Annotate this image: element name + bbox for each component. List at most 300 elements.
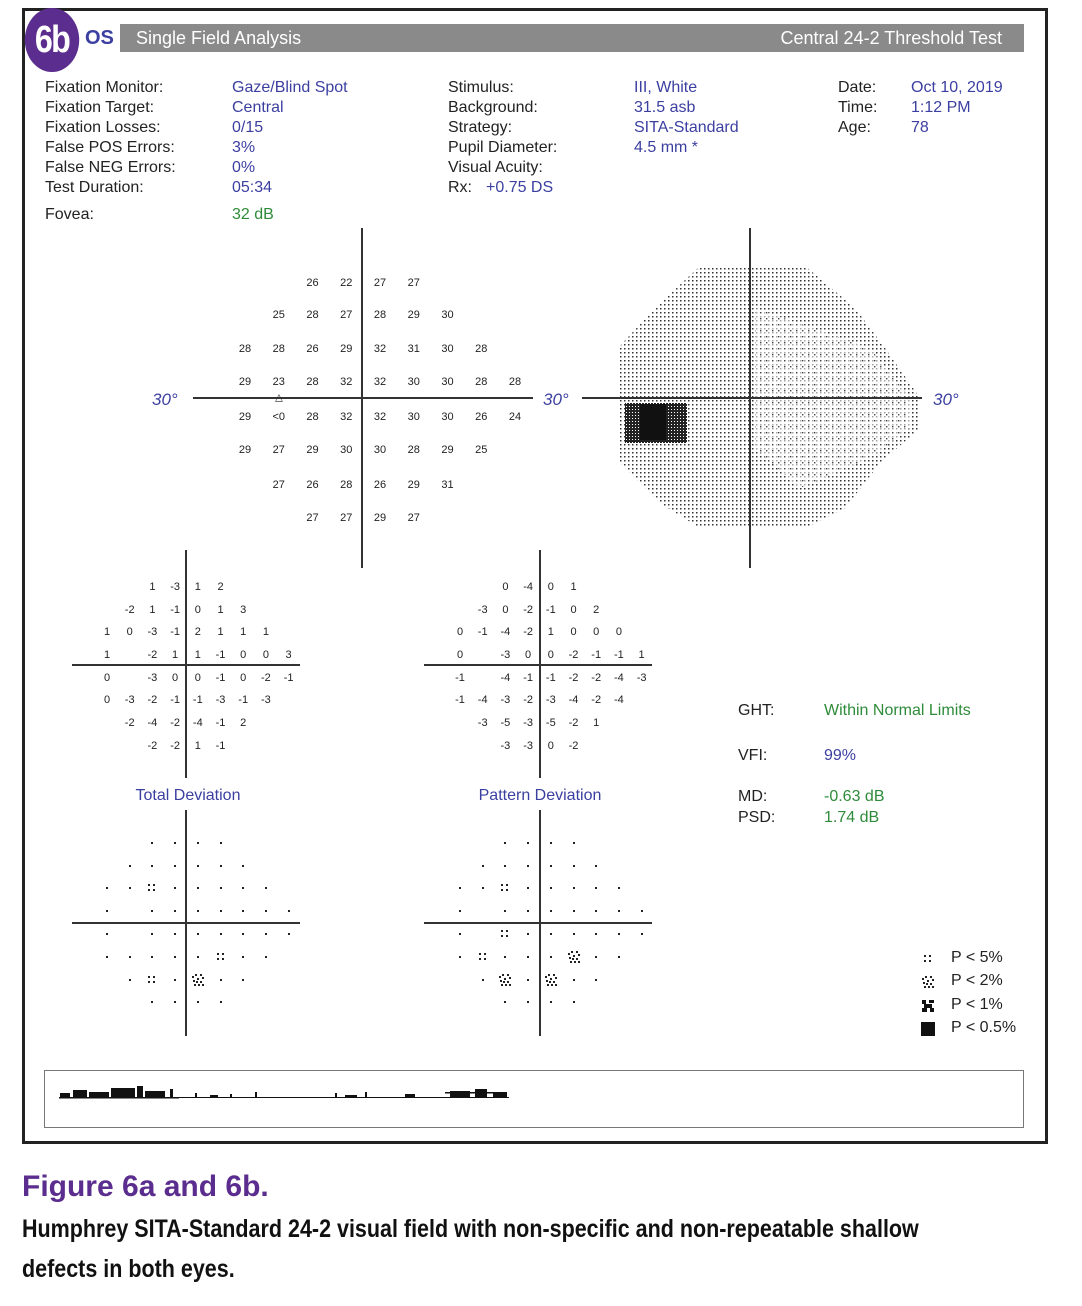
figure-title: Figure 6a and 6b. [22,1170,269,1203]
normal-dot-icon [219,864,223,868]
pd-value: -2 [591,694,602,706]
threshold-value: 28 [306,309,319,321]
normal-dot-icon [287,909,291,913]
threshold-value: 28 [407,444,420,456]
td-value: 3 [240,604,247,616]
td-value: 0 [240,649,247,661]
normal-dot-icon [594,978,598,982]
pd-value: 0 [547,649,554,661]
threshold-value: 29 [340,343,353,355]
pd-value: 0 [502,604,509,616]
normal-dot-icon [150,909,154,913]
pd-value: 1 [638,649,645,661]
normal-dot-icon [503,955,507,959]
td-value: -3 [215,694,226,706]
td-value: 2 [217,581,224,593]
normal-dot-icon [196,955,200,959]
axis-label-mid: 30° [543,390,569,409]
normal-dot-icon [458,932,462,936]
normal-dot-icon [196,1000,200,1004]
td-value: 1 [217,626,224,638]
pd-value: 0 [615,626,622,638]
normal-dot-icon [640,932,644,936]
td-value: 1 [172,649,179,661]
legend-label: P < 2% [951,972,1003,990]
info-label: Visual Acuity: [448,159,543,176]
threshold-value: 30 [340,444,353,456]
normal-dot-icon [196,841,200,845]
td-value: 1 [194,581,201,593]
pd-value: -5 [545,717,556,729]
td-value: 0 [194,672,201,684]
threshold-value: 31 [407,343,420,355]
pd-value: 0 [456,649,464,661]
normal-dot-icon [105,886,109,890]
normal-dot-icon [549,932,553,936]
normal-dot-icon [241,886,245,890]
info-value: 0/15 [232,119,264,136]
td-value: 2 [240,717,247,729]
eye-label: OS [85,27,114,49]
pd-value: -3 [477,604,488,616]
threshold-value: 26 [306,479,319,491]
td-horizontal-axis [72,664,300,666]
info-label: Date: [838,79,877,96]
pd-value: 1 [570,581,577,593]
td-value: -2 [147,694,158,706]
pd-value: -3 [477,717,488,729]
pd-value: -2 [568,672,579,684]
threshold-value: 28 [508,376,522,388]
normal-dot-icon [128,978,132,982]
normal-dot-icon [241,909,245,913]
info-value: 4.5 mm * [634,139,699,156]
info-label: Age: [838,119,871,136]
normal-dot-icon [173,1000,177,1004]
normal-dot-icon [458,955,462,959]
p2-symbol-icon [544,973,558,987]
normal-dot-icon [105,955,109,959]
normal-dot-icon [196,932,200,936]
info-label: Strategy: [448,119,513,136]
normal-dot-icon [219,1000,223,1004]
normal-dot-icon [640,909,644,913]
threshold-value: 27 [306,512,319,524]
vfi-label: VFI: [738,747,768,764]
threshold-value: 22 [340,277,353,289]
threshold-value: 26 [306,277,319,289]
psd-value: 1.74 dB [824,809,880,826]
info-value: 0% [232,159,256,176]
normal-dot-icon [458,909,462,913]
td-value: -1 [215,672,226,684]
normal-dot-icon [617,886,621,890]
td-value: -1 [170,626,180,638]
pd-value: -1 [455,694,465,706]
threshold-value: 29 [373,512,387,524]
ght-label: GHT: [738,702,775,719]
info-label: Stimulus: [448,79,514,96]
threshold-value: 29 [238,376,252,388]
td-value: -3 [124,694,135,706]
threshold-value: 32 [373,376,387,388]
td-value: 1 [194,740,201,752]
td-value: 1 [262,626,269,638]
normal-dot-icon [572,864,576,868]
td-value: -1 [170,694,180,706]
normal-dot-icon [481,864,485,868]
normal-dot-icon [526,841,530,845]
normal-dot-icon [150,1000,154,1004]
td-value: 1 [217,604,224,616]
p5-symbol-icon [216,952,226,962]
rx-value: +0.75 DS [486,179,554,196]
normal-dot-icon [572,909,576,913]
td-value: -2 [124,717,135,729]
figure-caption-line-2: defects in both eyes. [22,1255,235,1283]
vfi-value: 99% [824,747,857,764]
pd-value: -4 [568,694,579,706]
pd-value: 0 [547,740,554,752]
pd-value: 0 [456,626,464,638]
threshold-value: 32 [373,343,387,355]
normal-dot-icon [173,932,177,936]
normal-dot-icon [617,955,621,959]
td-value: 0 [126,626,133,638]
td-value: 0 [103,672,111,684]
pd-value: -3 [523,740,533,752]
pd-value: -3 [636,672,647,684]
grayscale-plot [580,228,925,570]
info-value: 31.5 asb [634,99,696,116]
threshold-value: 31 [441,479,454,491]
threshold-value: 27 [407,512,420,524]
normal-dot-icon [241,864,245,868]
pd-value: -1 [545,604,556,616]
normal-dot-icon [526,955,530,959]
info-label: Fixation Losses: [45,119,161,136]
td-value: -1 [215,740,226,752]
normal-dot-icon [526,978,530,982]
threshold-value: 29 [238,411,252,423]
pd-value: 1 [593,717,600,729]
normal-dot-icon [150,841,154,845]
normal-dot-icon [219,841,223,845]
threshold-value: 30 [441,411,454,423]
p2-symbol-icon [191,973,205,987]
td-value: -3 [170,581,180,593]
pd-value: 0 [570,604,577,616]
td-value: 1 [103,649,111,661]
normal-dot-icon [481,886,485,890]
normal-dot-icon [549,864,553,868]
td-value: -2 [147,649,158,661]
threshold-value: 28 [306,376,319,388]
td-value: -2 [261,672,271,684]
psd-label: PSD: [738,809,776,826]
p2-symbol-icon [567,950,581,964]
normal-dot-icon [173,978,177,982]
td-value: -2 [147,740,158,752]
total-deviation-title: Total Deviation [135,787,241,804]
p5-symbol-icon [478,952,488,962]
pd-value: 0 [547,581,554,593]
threshold-value: 28 [340,479,353,491]
td-value: 1 [149,604,156,616]
info-value: 05:34 [232,179,273,196]
md-label: MD: [738,788,768,805]
info-value: 1:12 PM [911,99,971,116]
pd-value: 0 [502,581,509,593]
header-bar [120,24,1024,52]
info-value: Central [232,99,284,116]
threshold-value: 25 [272,309,285,321]
info-label: Background: [448,99,538,116]
threshold-value: 29 [407,479,420,491]
p1-symbol-icon [921,999,935,1013]
pd-value: -2 [523,604,533,616]
normal-dot-icon [594,864,598,868]
normal-dot-icon [219,886,223,890]
threshold-value: 30 [441,343,454,355]
reliability-histogram [44,1070,1024,1128]
pd-value: -4 [614,672,624,684]
info-label: Time: [838,99,878,116]
blind-spot-marker-icon: △ [275,392,283,404]
info-label: False NEG Errors: [45,159,176,176]
normal-dot-icon [128,864,132,868]
info-value: III, White [634,79,698,96]
fovea-label: Fovea: [45,206,94,223]
threshold-value: 28 [373,309,387,321]
td-value: 0 [240,672,247,684]
info-value: Oct 10, 2019 [911,79,1003,96]
axis-label-left: 30° [152,390,178,409]
threshold-horizontal-axis [193,397,533,399]
info-label: Fixation Monitor: [45,79,164,96]
threshold-value: 27 [272,479,285,491]
td-value: 1 [194,649,201,661]
md-value: -0.63 dB [824,788,885,805]
axis-label-right: 30° [933,390,959,409]
td-value: -1 [215,717,226,729]
pattern-deviation-title: Pattern Deviation [478,787,602,804]
normal-dot-icon [594,932,598,936]
threshold-value: 27 [340,512,353,524]
threshold-value: 28 [238,343,252,355]
td-value: -1 [215,649,226,661]
td-value: -1 [170,604,180,616]
normal-dot-icon [241,932,245,936]
normal-dot-icon [503,841,507,845]
normal-dot-icon [264,886,268,890]
normal-dot-icon [219,932,223,936]
pdp-horizontal-axis [424,922,652,924]
normal-dot-icon [150,864,154,868]
threshold-value: 29 [306,444,319,456]
normal-dot-icon [241,978,245,982]
td-value: -2 [124,604,135,616]
td-value: -3 [147,672,158,684]
blind-spot [640,404,666,440]
pd-value: -4 [500,672,511,684]
threshold-value: 27 [272,444,285,456]
normal-dot-icon [264,932,268,936]
normal-dot-icon [264,955,268,959]
normal-dot-icon [503,1000,507,1004]
normal-dot-icon [503,909,507,913]
normal-dot-icon [150,955,154,959]
normal-dot-icon [617,909,621,913]
pd-value: -3 [500,740,511,752]
normal-dot-icon [572,841,576,845]
pd-value: -2 [568,740,579,752]
threshold-value: 32 [340,411,353,423]
threshold-value: 28 [272,343,285,355]
pd-value: -4 [477,694,488,706]
normal-dot-icon [526,1000,530,1004]
td-value: 3 [285,649,292,661]
pd-horizontal-axis [424,664,652,666]
normal-dot-icon [241,955,245,959]
info-label: Test Duration: [45,179,144,196]
normal-dot-icon [526,886,530,890]
normal-dot-icon [549,841,553,845]
normal-dot-icon [594,909,598,913]
threshold-value: 30 [407,411,420,423]
normal-dot-icon [572,978,576,982]
td-value: -3 [147,626,158,638]
pd-value: -2 [568,649,579,661]
threshold-value: 32 [373,411,387,423]
normal-dot-icon [173,955,177,959]
pd-value: -4 [614,694,624,706]
pd-value: -2 [523,694,533,706]
threshold-value: 29 [441,444,454,456]
pd-value: -1 [477,626,488,638]
p5-symbol-icon [923,954,933,964]
pd-value: -4 [500,626,511,638]
info-label: Fixation Target: [45,99,155,116]
pd-value: 0 [570,626,577,638]
threshold-value: 30 [407,376,420,388]
td-value: 1 [149,581,156,593]
td-value: 0 [262,649,269,661]
figure-caption-line-1: Humphrey SITA-Standard 24-2 visual field with non-specific and non-repeatable shallow [22,1215,919,1243]
normal-dot-icon [105,932,109,936]
threshold-value: 26 [306,343,319,355]
ght-value: Within Normal Limits [824,702,971,719]
normal-dot-icon [173,886,177,890]
report-title: Single Field Analysis [136,28,302,48]
pd-value: 1 [547,626,554,638]
td-value: -4 [147,717,158,729]
td-value: -3 [261,694,271,706]
pd-value: 0 [525,649,532,661]
threshold-value: 27 [373,277,387,289]
normal-dot-icon [594,886,598,890]
td-value: 1 [240,626,247,638]
pd-value: -1 [545,672,556,684]
threshold-value: 24 [508,411,522,423]
threshold-value: 23 [272,376,285,388]
td-value: -4 [192,717,203,729]
normal-dot-icon [264,909,268,913]
td-value: 2 [194,626,201,638]
td-value: 0 [103,694,111,706]
pd-value: -2 [591,672,602,684]
pd-value: -3 [545,694,556,706]
normal-dot-icon [458,886,462,890]
histogram-bars [45,1071,1023,1127]
threshold-value: 26 [475,411,488,423]
threshold-value: 27 [340,309,353,321]
td-value: -1 [192,694,203,706]
normal-dot-icon [173,909,177,913]
threshold-value: 28 [475,343,488,355]
threshold-value: <0 [272,411,286,423]
normal-dot-icon [287,932,291,936]
threshold-value: 25 [475,444,488,456]
p5-symbol-icon [500,929,510,939]
threshold-value: 30 [441,376,454,388]
normal-dot-icon [549,886,553,890]
threshold-value: 28 [475,376,488,388]
normal-dot-icon [219,978,223,982]
normal-dot-icon [594,955,598,959]
normal-dot-icon [481,978,485,982]
normal-dot-icon [219,909,223,913]
threshold-value: 30 [373,444,387,456]
threshold-value: 29 [407,309,420,321]
threshold-value: 28 [306,411,319,423]
threshold-value: 27 [407,277,420,289]
td-value: -1 [283,672,294,684]
normal-dot-icon [572,886,576,890]
td-value: 0 [172,672,179,684]
pd-value: -2 [523,626,533,638]
legend-label: P < 1% [951,995,1003,1013]
normal-dot-icon [549,909,553,913]
pd-value: 0 [593,626,600,638]
info-value: 3% [232,139,256,156]
normal-dot-icon [105,909,109,913]
normal-dot-icon [128,886,132,890]
normal-dot-icon [526,932,530,936]
grayscale-horizontal-axis [582,397,922,399]
normal-dot-icon [150,932,154,936]
rx-label: Rx: [448,179,472,196]
info-label: Pupil Diameter: [448,139,558,156]
pd-value: -3 [500,694,511,706]
tdp-horizontal-axis [72,922,300,924]
pd-value: -1 [523,672,533,684]
pd-value: 2 [593,604,600,616]
figure-badge: 6b [25,8,79,72]
info-value: SITA-Standard [634,119,739,136]
pd-value: -1 [455,672,465,684]
pd-value: -3 [500,649,511,661]
info-value: 78 [911,119,929,136]
pd-value: -4 [523,581,533,593]
p5-symbol-icon [500,883,510,893]
normal-dot-icon [526,909,530,913]
normal-dot-icon [173,841,177,845]
p2-symbol-icon [921,975,935,989]
td-value: -1 [238,694,249,706]
normal-dot-icon [617,932,621,936]
p05-symbol-icon [921,1022,935,1036]
